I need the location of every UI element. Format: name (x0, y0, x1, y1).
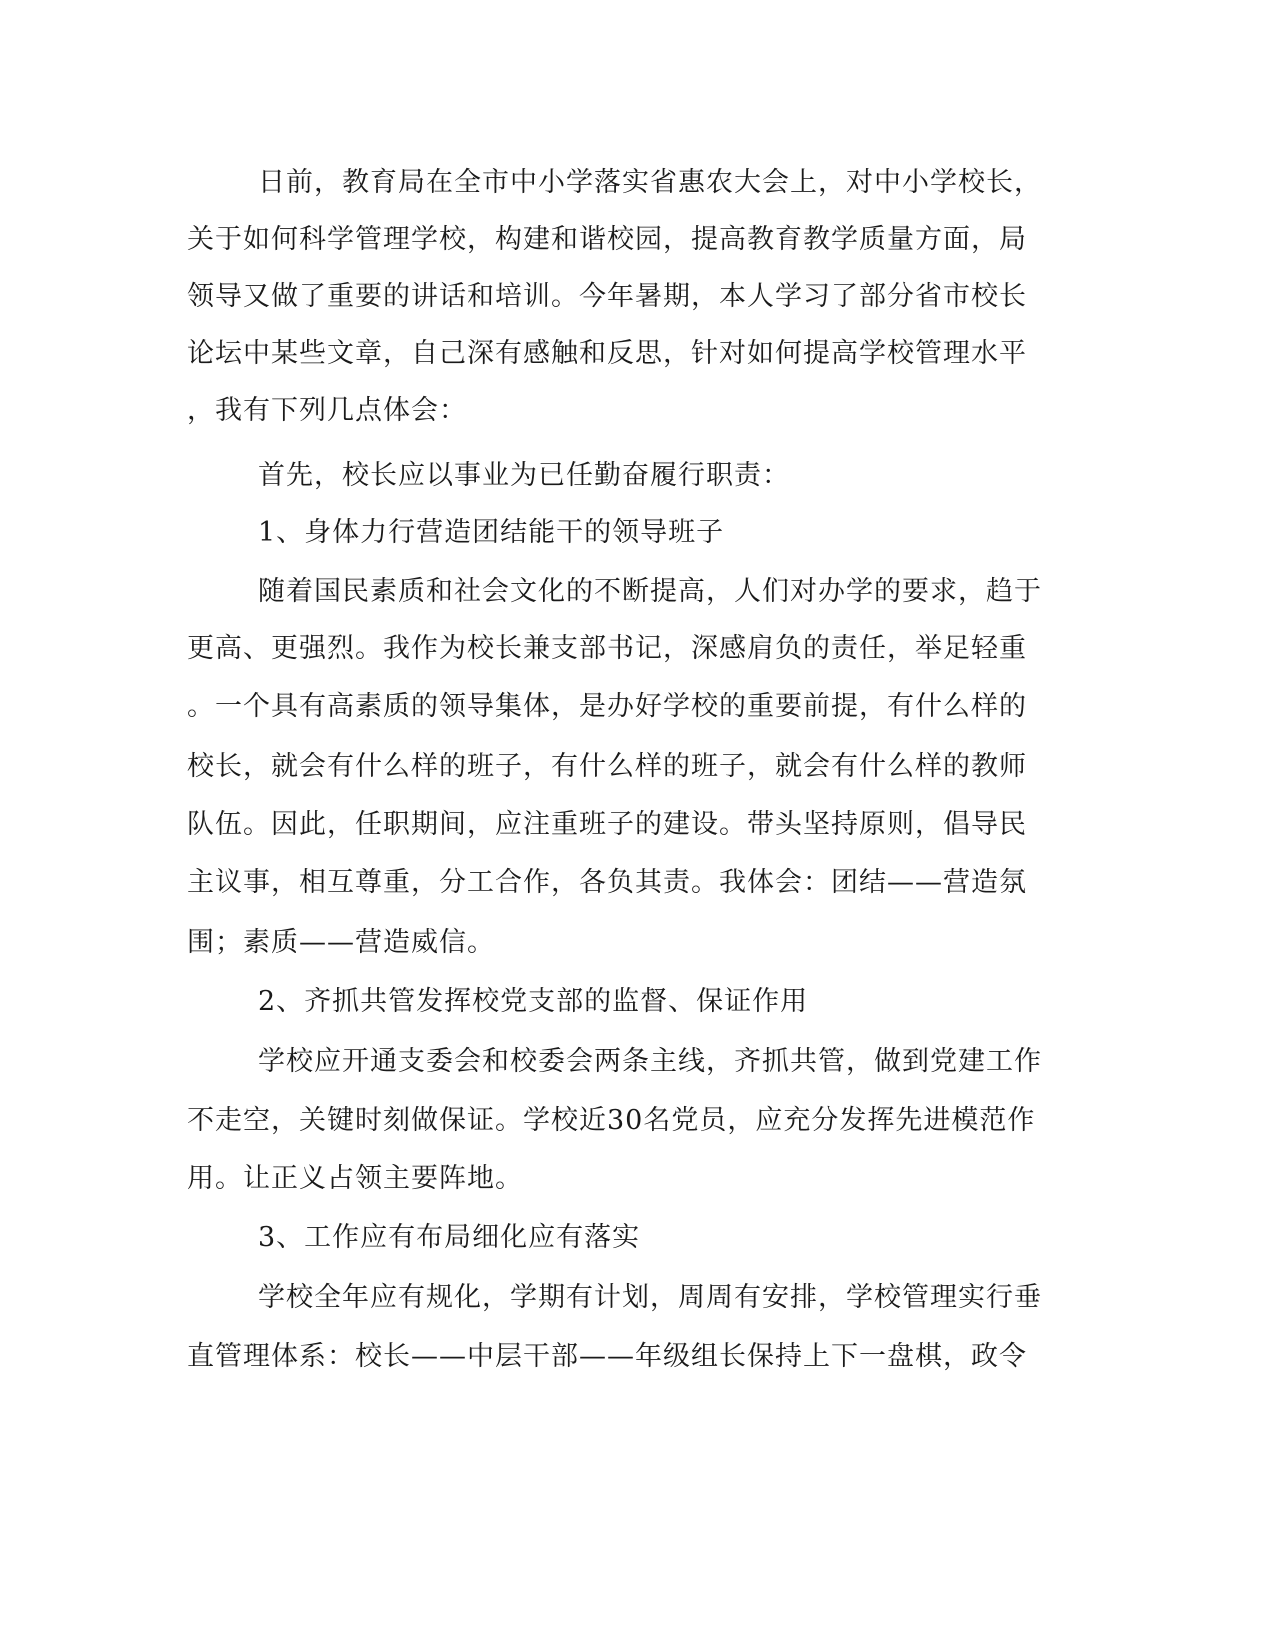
text-line: 学校全年应有规化，学期有计划，周周有安排，学校管理实行垂 (258, 1282, 1042, 1313)
text-line: 。一个具有高素质的领导集体，是办好学校的重要前提，有什么样的 (187, 691, 1027, 722)
text-line: 更高、更强烈。我作为校长兼支部书记，深感肩负的责任，举足轻重 (187, 633, 1027, 664)
text-line: 关于如何科学管理学校，构建和谐校园，提高教育教学质量方面，局 (187, 224, 1027, 255)
text-line: ，我有下列几点体会： (187, 395, 467, 426)
text-line: 队伍。因此，任职期间，应注重班子的建设。带头坚持原则，倡导民 (187, 809, 1027, 840)
text-line: 围；素质——营造威信。 (187, 927, 495, 958)
text-line: 日前，教育局在全市中小学落实省惠农大会上，对中小学校长， (258, 167, 1042, 198)
text-line: 首先，校长应以事业为已任勤奋履行职责： (258, 460, 790, 491)
text-line: 3、工作应有布局细化应有落实 (258, 1222, 641, 1253)
text-line: 领导又做了重要的讲话和培训。今年暑期，本人学习了部分省市校长 (187, 281, 1027, 312)
text-line: 1、身体力行营造团结能干的领导班子 (258, 517, 725, 548)
text-line: 不走空，关键时刻做保证。学校近30名党员，应充分发挥先进模范作 (187, 1105, 1036, 1136)
text-line: 论坛中某些文章，自己深有感触和反思，针对如何提高学校管理水平 (187, 338, 1027, 369)
text-line: 学校应开通支委会和校委会两条主线，齐抓共管，做到党建工作 (258, 1046, 1042, 1077)
text-line: 校长，就会有什么样的班子，有什么样的班子，就会有什么样的教师 (187, 751, 1027, 782)
text-line: 随着国民素质和社会文化的不断提高，人们对办学的要求，趋于 (258, 576, 1042, 607)
text-line: 用。让正义占领主要阵地。 (187, 1163, 523, 1194)
text-line: 主议事，相互尊重，分工合作，各负其责。我体会：团结——营造氛 (187, 867, 1027, 898)
text-line: 2、齐抓共管发挥校党支部的监督、保证作用 (258, 986, 809, 1017)
text-line: 直管理体系：校长——中层干部——年级组长保持上下一盘棋，政令 (187, 1341, 1027, 1372)
